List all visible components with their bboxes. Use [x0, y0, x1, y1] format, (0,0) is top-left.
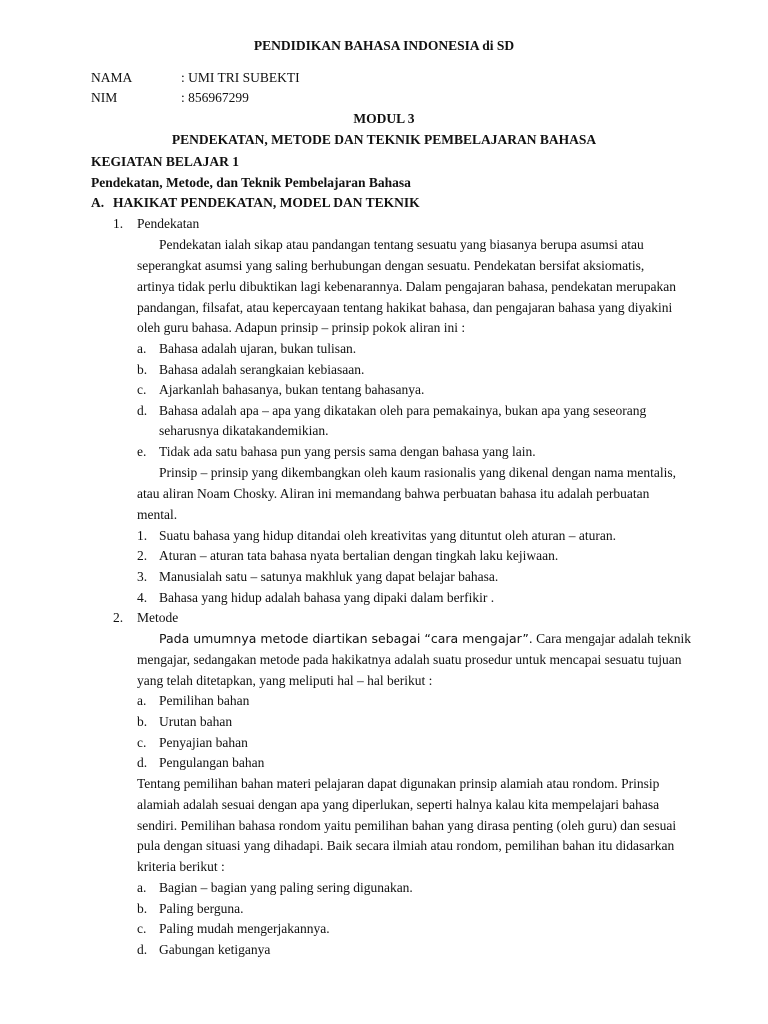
nama-value: : UMI TRI SUBEKTI [181, 70, 300, 85]
paragraph-line: alamiah adalah sesuai dengan apa yang diperlukan, seperti halnya kalau kita mempelajari bahasa [137, 797, 660, 812]
list-item: Bahasa adalah ujaran, bukan tulisan. [159, 341, 357, 356]
list-marker: a. [137, 880, 147, 895]
list-marker: 3. [137, 569, 148, 584]
list-marker: b. [137, 901, 148, 916]
paragraph-line: sendiri. Pemilihan bahasa rondom yaitu pemilihan bahan yang dirasa penting (oleh guru) dan sesuai [137, 818, 677, 833]
list-marker: c. [137, 735, 147, 750]
modul-title: PENDEKATAN, METODE DAN TEKNIK PEMBELAJARAN BAHASA [171, 132, 597, 147]
list-marker: d. [137, 942, 148, 957]
list-item: Penyajian bahan [159, 735, 248, 750]
section-a-letter: A. [91, 195, 105, 210]
section-a-title: HAKIKAT PENDEKATAN, MODEL DAN TEKNIK [113, 195, 420, 210]
kegiatan-heading: KEGIATAN BELAJAR 1 [91, 154, 240, 169]
metode-intro-sans: Pada umumnya metode diartikan sebagai “cara mengajar”. [159, 631, 533, 646]
paragraph-line: mengajar, sedangakan metode pada hakikatnya adalah suatu prosedur untuk mencapai sesuatu tujuan [137, 652, 682, 667]
list-marker: 1. [137, 528, 148, 543]
paragraph-line: yang telah ditetapkan, yang meliputi hal – hal berikut : [137, 673, 433, 688]
list-marker: d. [137, 403, 148, 418]
paragraph-line [159, 630, 691, 648]
list-item: Urutan bahan [159, 714, 233, 729]
list-item: Aturan – aturan tata bahasa nyata bertalian dengan tingkah laku kejiwaan. [159, 548, 559, 563]
paragraph-line: artinya tidak perlu dibuktikan lagi kebenarannya. Dalam pengajaran bahasa, pendekatan merupakan [137, 279, 677, 294]
paragraph-line: pula dengan situasi yang dihadapi. Baik secara ilmiah atau rondom, pemilihan bahan itu didasarkan [137, 838, 675, 853]
list-item: Tidak ada satu bahasa pun yang persis sama dengan bahasa yang lain. [159, 444, 536, 459]
paragraph-line: Tentang pemilihan bahan materi pelajaran dapat digunakan prinsip alamiah atau rondom. Prinsip [137, 776, 660, 791]
list-item: Bagian – bagian yang paling sering digunakan. [159, 880, 413, 895]
modul-heading: MODUL 3 [353, 111, 415, 126]
list-item: Gabungan ketiganya [159, 942, 271, 957]
paragraph-line: mental. [137, 507, 178, 522]
metode-intro-rest: Cara mengajar adalah teknik [532, 631, 691, 646]
list-marker: a. [137, 341, 147, 356]
subtitle: Pendekatan, Metode, dan Teknik Pembelajaran Bahasa [91, 175, 411, 190]
list-marker: d. [137, 755, 148, 770]
paragraph-line: seperangkat asumsi yang saling berhubungan dengan sesuatu. Pendekatan bersifat aksiomatis, [137, 258, 645, 273]
paragraph-line: Pendekatan ialah sikap atau pandangan tentang sesuatu yang biasanya berupa asumsi atau [159, 237, 644, 252]
paragraph-line: Prinsip – prinsip yang dikembangkan oleh kaum rasionalis yang dikenal dengan nama mentalis, [159, 465, 677, 480]
paragraph-line: oleh guru bahasa. Adapun prinsip – prinsip pokok aliran ini : [137, 320, 466, 335]
list-marker: e. [137, 444, 147, 459]
list-item: Bahasa adalah serangkaian kebiasaan. [159, 362, 365, 377]
list-item: Ajarkanlah bahasanya, bukan tentang bahasanya. [159, 382, 425, 397]
nama-label: NAMA [91, 70, 133, 85]
list-item-continuation: seharusnya dikatakandemikian. [159, 423, 329, 438]
metode-heading: Metode [137, 610, 179, 625]
list-item: Bahasa yang hidup adalah bahasa yang dipaki dalam berfikir . [159, 590, 495, 605]
list-marker: b. [137, 362, 148, 377]
paragraph-line: kriteria berikut : [137, 859, 225, 874]
list-item: Pemilihan bahan [159, 693, 250, 708]
list-marker: c. [137, 382, 147, 397]
list-item: Pengulangan bahan [159, 755, 265, 770]
pendekatan-heading: Pendekatan [137, 216, 200, 231]
list-item: Manusialah satu – satunya makhluk yang dapat belajar bahasa. [159, 569, 499, 584]
metode-number: 2. [113, 610, 124, 625]
list-item: Paling berguna. [159, 901, 244, 916]
paragraph-line: pandangan, filsafat, atau kepercayaan tentang hakikat bahasa, dan pengajaran bahasa yang diyakini [137, 300, 673, 315]
nim-label: NIM [91, 90, 118, 105]
list-marker: a. [137, 693, 147, 708]
document-title: PENDIDIKAN BAHASA INDONESIA di SD [253, 38, 515, 53]
list-marker: 4. [137, 590, 148, 605]
list-item: Paling mudah mengerjakannya. [159, 921, 330, 936]
paragraph-line: atau aliran Noam Chosky. Aliran ini memandang bahwa perbuatan bahasa itu adalah perbuatan [137, 486, 650, 501]
list-marker: 2. [137, 548, 148, 563]
list-marker: c. [137, 921, 147, 936]
list-item: Suatu bahasa yang hidup ditandai oleh kreativitas yang dituntut oleh aturan – aturan. [159, 528, 617, 543]
pendekatan-number: 1. [113, 216, 124, 231]
list-item: Bahasa adalah apa – apa yang dikatakan oleh para pemakainya, bukan apa yang seseorang [159, 403, 647, 418]
nim-value: : 856967299 [181, 90, 249, 105]
list-marker: b. [137, 714, 148, 729]
